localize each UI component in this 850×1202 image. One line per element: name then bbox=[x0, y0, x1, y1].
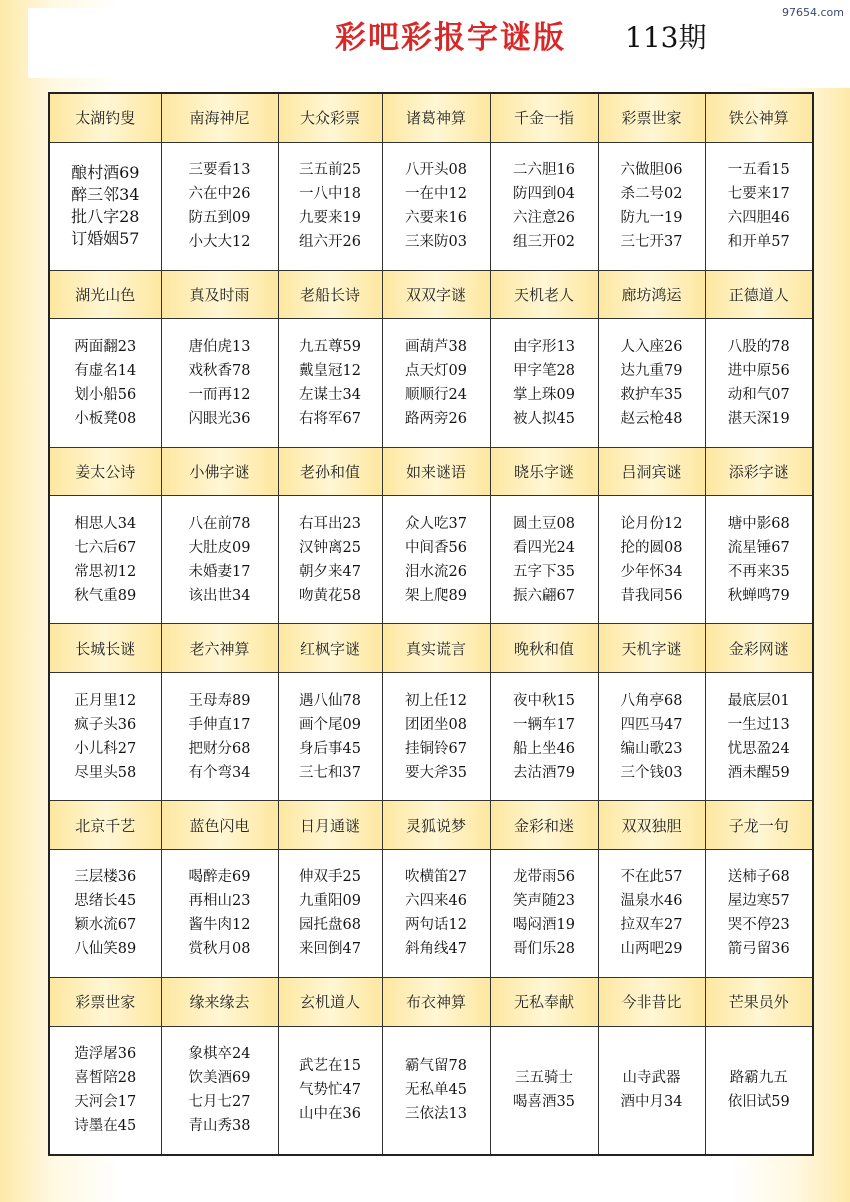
prediction-cell bbox=[49, 849, 161, 977]
prediction-line: 少年怀34 bbox=[620, 563, 683, 580]
prediction-line: 颖水流67 bbox=[74, 917, 137, 934]
predictor-name: 吕洞宾谜 bbox=[598, 447, 705, 496]
predictor-name: 天机老人 bbox=[490, 270, 598, 319]
prediction-line: 斜角线47 bbox=[405, 941, 467, 958]
prediction-line: 有虚名14 bbox=[74, 362, 137, 379]
prediction-line: 象棋卒24 bbox=[188, 1046, 251, 1063]
prediction-line: 朝夕来47 bbox=[299, 563, 361, 580]
prediction-line: 伸双手25 bbox=[299, 869, 361, 886]
prediction-line: 六在中26 bbox=[188, 186, 251, 203]
prediction-cell bbox=[705, 496, 813, 624]
predictor-name: 长城长谜 bbox=[49, 624, 161, 673]
prediction-line: 八角亭68 bbox=[620, 692, 683, 709]
prediction-line: 六要来16 bbox=[405, 210, 467, 227]
prediction-cell bbox=[490, 1026, 598, 1155]
prediction-line: 相思人34 bbox=[74, 515, 137, 532]
prediction-line: 批八字28 bbox=[71, 207, 140, 227]
predictor-name: 子龙一句 bbox=[705, 801, 813, 850]
prediction-line: 编山歌23 bbox=[620, 740, 683, 757]
prediction-line: 赵云枪48 bbox=[620, 410, 683, 427]
prediction-line: 喝喜酒35 bbox=[513, 1094, 575, 1111]
prediction-line: 挂铜铃67 bbox=[405, 740, 467, 757]
prediction-cell bbox=[278, 142, 382, 270]
issue-number: 113期 bbox=[625, 21, 707, 54]
prediction-line: 未婚妻17 bbox=[188, 563, 251, 580]
prediction-line: 一在中12 bbox=[405, 186, 467, 203]
prediction-line: 流星锤67 bbox=[727, 539, 790, 556]
prediction-line: 九要来19 bbox=[299, 210, 361, 227]
prediction-line: 送柿子68 bbox=[727, 869, 790, 886]
predictor-name: 大众彩票 bbox=[278, 93, 382, 142]
prediction-line: 点天灯09 bbox=[405, 362, 467, 379]
prediction-line: 三来防03 bbox=[405, 234, 467, 251]
prediction-line: 三七和37 bbox=[299, 764, 361, 781]
prediction-line: 赏秋月08 bbox=[188, 941, 251, 958]
prediction-line: 防四到04 bbox=[513, 186, 575, 203]
predictor-name: 彩票世家 bbox=[49, 978, 161, 1027]
prediction-line: 不在此57 bbox=[620, 869, 683, 886]
prediction-cell bbox=[161, 849, 278, 977]
predictions-row bbox=[49, 1026, 813, 1155]
prediction-line: 一八中18 bbox=[299, 186, 361, 203]
prediction-line: 大肚皮09 bbox=[188, 539, 251, 556]
prediction-cell bbox=[598, 496, 705, 624]
prediction-cell bbox=[278, 672, 382, 800]
prediction-cell bbox=[278, 496, 382, 624]
prediction-line: 小大大12 bbox=[188, 234, 251, 251]
predictor-name: 姜太公诗 bbox=[49, 447, 161, 496]
prediction-line: 进中原56 bbox=[727, 362, 790, 379]
prediction-line: 湛天深19 bbox=[727, 410, 790, 427]
prediction-line: 九五尊59 bbox=[299, 338, 361, 355]
prediction-line: 忧思盈24 bbox=[727, 740, 790, 757]
predictor-name: 晓乐字谜 bbox=[490, 447, 598, 496]
prediction-cell bbox=[705, 672, 813, 800]
prediction-line: 船上坐46 bbox=[513, 740, 575, 757]
prediction-line: 依旧试59 bbox=[727, 1094, 790, 1111]
header-row bbox=[49, 978, 813, 1027]
prediction-cell bbox=[161, 319, 278, 447]
prediction-line: 去沽酒79 bbox=[513, 764, 575, 781]
prediction-line: 园托盘68 bbox=[299, 917, 361, 934]
prediction-cell bbox=[161, 1026, 278, 1155]
prediction-line: 喜皙陪28 bbox=[74, 1070, 137, 1087]
prediction-line: 三要看13 bbox=[188, 162, 251, 179]
prediction-line: 酿村酒69 bbox=[71, 163, 140, 183]
puzzle-table bbox=[48, 92, 814, 1156]
prediction-line: 论月份12 bbox=[620, 515, 683, 532]
prediction-line: 掌上珠09 bbox=[513, 386, 575, 403]
prediction-line: 酒中月34 bbox=[620, 1094, 683, 1111]
prediction-cell bbox=[49, 496, 161, 624]
prediction-cell bbox=[382, 849, 490, 977]
prediction-line: 一生过13 bbox=[727, 716, 790, 733]
prediction-line: 饮美酒69 bbox=[188, 1070, 251, 1087]
prediction-line: 两句话12 bbox=[405, 917, 467, 934]
prediction-line: 右将军67 bbox=[299, 410, 361, 427]
prediction-line: 二六胆16 bbox=[513, 162, 575, 179]
prediction-line: 箭弓留36 bbox=[727, 941, 790, 958]
prediction-line: 秋蝉鸣79 bbox=[727, 587, 790, 604]
predictor-name: 真及时雨 bbox=[161, 270, 278, 319]
prediction-line: 哥们乐28 bbox=[513, 941, 575, 958]
prediction-line: 闪眼光36 bbox=[188, 410, 251, 427]
predictor-name: 无私奉献 bbox=[490, 978, 598, 1027]
prediction-line: 三依法13 bbox=[405, 1106, 467, 1123]
predictor-name: 天机字谜 bbox=[598, 624, 705, 673]
prediction-line: 左谋士34 bbox=[299, 386, 361, 403]
prediction-cell bbox=[490, 142, 598, 270]
prediction-line: 三层楼36 bbox=[74, 869, 137, 886]
prediction-cell bbox=[382, 142, 490, 270]
predictor-name: 老六神算 bbox=[161, 624, 278, 673]
prediction-cell bbox=[382, 496, 490, 624]
prediction-cell bbox=[705, 849, 813, 977]
predictor-name: 布衣神算 bbox=[382, 978, 490, 1027]
prediction-line: 圆土豆08 bbox=[513, 515, 575, 532]
prediction-cell bbox=[49, 142, 161, 270]
prediction-line: 振六翩67 bbox=[513, 587, 575, 604]
prediction-line: 防九一19 bbox=[620, 210, 683, 227]
prediction-line: 五字下35 bbox=[513, 563, 575, 580]
prediction-line: 遇八仙78 bbox=[299, 692, 361, 709]
prediction-cell bbox=[382, 672, 490, 800]
prediction-line: 把财分68 bbox=[188, 740, 251, 757]
predictor-name: 芒果员外 bbox=[705, 978, 813, 1027]
predictor-name: 真实谎言 bbox=[382, 624, 490, 673]
prediction-line: 画葫芦38 bbox=[405, 338, 467, 355]
prediction-line: 防五到09 bbox=[188, 210, 251, 227]
predictor-name: 灵狐说梦 bbox=[382, 801, 490, 850]
prediction-line: 七六后67 bbox=[74, 539, 137, 556]
prediction-line: 屋边寒57 bbox=[727, 893, 790, 910]
prediction-line: 最底层01 bbox=[727, 692, 790, 709]
prediction-line: 达九重79 bbox=[620, 362, 683, 379]
prediction-cell bbox=[490, 319, 598, 447]
prediction-line: 中间香56 bbox=[405, 539, 467, 556]
predictor-name: 千金一指 bbox=[490, 93, 598, 142]
prediction-line: 吻黄花58 bbox=[299, 587, 361, 604]
predictions-row bbox=[49, 496, 813, 624]
prediction-cell bbox=[705, 319, 813, 447]
prediction-line: 杀二号02 bbox=[620, 186, 683, 203]
header-row bbox=[49, 270, 813, 319]
prediction-line: 有个弯34 bbox=[188, 764, 251, 781]
prediction-line: 诗墨在45 bbox=[74, 1118, 137, 1135]
prediction-line: 气势忙47 bbox=[299, 1082, 361, 1099]
prediction-line: 架上爬89 bbox=[405, 587, 467, 604]
predictor-name: 日月通谜 bbox=[278, 801, 382, 850]
prediction-line: 泪水流26 bbox=[405, 563, 467, 580]
prediction-cell bbox=[598, 1026, 705, 1155]
prediction-line: 无私单45 bbox=[405, 1082, 467, 1099]
prediction-line: 甲字笔28 bbox=[513, 362, 575, 379]
predictor-name: 诸葛神算 bbox=[382, 93, 490, 142]
prediction-line: 六四来46 bbox=[405, 893, 467, 910]
prediction-line: 醉三邻34 bbox=[71, 185, 140, 205]
prediction-line: 尽里头58 bbox=[74, 764, 137, 781]
prediction-cell bbox=[278, 1026, 382, 1155]
predictions-row bbox=[49, 142, 813, 270]
prediction-line: 划小船56 bbox=[74, 386, 137, 403]
predictions-row bbox=[49, 849, 813, 977]
prediction-line: 天河会17 bbox=[74, 1094, 137, 1111]
predictor-name: 太湖钓叟 bbox=[49, 93, 161, 142]
prediction-line: 动和气07 bbox=[727, 386, 790, 403]
predictor-name: 正德道人 bbox=[705, 270, 813, 319]
prediction-line: 路两旁26 bbox=[405, 410, 467, 427]
prediction-line: 塘中影68 bbox=[727, 515, 790, 532]
prediction-line: 七月七27 bbox=[188, 1094, 251, 1111]
prediction-cell bbox=[382, 319, 490, 447]
prediction-line: 哭不停23 bbox=[727, 917, 790, 934]
prediction-line: 路霸九五 bbox=[729, 1070, 788, 1087]
prediction-line: 三五骑士 bbox=[515, 1070, 573, 1087]
prediction-line: 手伸直17 bbox=[188, 716, 251, 733]
prediction-line: 六注意26 bbox=[513, 210, 575, 227]
prediction-line: 汉钟离25 bbox=[299, 539, 361, 556]
predictor-name: 彩票世家 bbox=[598, 93, 705, 142]
prediction-line: 笑声随23 bbox=[513, 893, 575, 910]
prediction-line: 八股的78 bbox=[727, 338, 790, 355]
prediction-line: 山两吧29 bbox=[620, 941, 683, 958]
prediction-line: 救护车35 bbox=[620, 386, 683, 403]
predictor-name: 红枫字谜 bbox=[278, 624, 382, 673]
prediction-line: 不再来35 bbox=[727, 563, 790, 580]
prediction-line: 喝闷酒19 bbox=[513, 917, 575, 934]
prediction-line: 要大斧35 bbox=[405, 764, 467, 781]
prediction-line: 疯子头36 bbox=[74, 716, 137, 733]
prediction-cell bbox=[382, 1026, 490, 1155]
header-row bbox=[49, 447, 813, 496]
prediction-line: 右耳出23 bbox=[299, 515, 361, 532]
header-row bbox=[49, 624, 813, 673]
prediction-line: 酱牛肉12 bbox=[188, 917, 251, 934]
prediction-line: 顺顺行24 bbox=[405, 386, 467, 403]
prediction-cell bbox=[490, 672, 598, 800]
predictor-name: 南海神尼 bbox=[161, 93, 278, 142]
predictor-name: 湖光山色 bbox=[49, 270, 161, 319]
prediction-line: 霸气留78 bbox=[405, 1058, 467, 1075]
predictor-name: 如来谜语 bbox=[382, 447, 490, 496]
prediction-cell bbox=[49, 319, 161, 447]
prediction-line: 青山秀38 bbox=[188, 1118, 251, 1135]
prediction-line: 六做胆06 bbox=[620, 162, 683, 179]
prediction-cell bbox=[161, 496, 278, 624]
predictor-name: 老孙和值 bbox=[278, 447, 382, 496]
predictor-name: 双双独胆 bbox=[598, 801, 705, 850]
predictor-name: 晚秋和值 bbox=[490, 624, 598, 673]
predictor-name: 添彩字谜 bbox=[705, 447, 813, 496]
prediction-line: 来回倒47 bbox=[299, 941, 361, 958]
prediction-line: 温泉水46 bbox=[620, 893, 683, 910]
prediction-line: 王母寿89 bbox=[188, 692, 251, 709]
prediction-cell bbox=[49, 1026, 161, 1155]
prediction-line: 组三开02 bbox=[513, 234, 575, 251]
predictor-name: 缘来缘去 bbox=[161, 978, 278, 1027]
prediction-cell bbox=[705, 1026, 813, 1155]
prediction-line: 两面翻23 bbox=[74, 338, 137, 355]
predictor-name: 双双字谜 bbox=[382, 270, 490, 319]
prediction-line: 一辆车17 bbox=[513, 716, 575, 733]
prediction-line: 身后事45 bbox=[299, 740, 361, 757]
prediction-line: 龙带雨56 bbox=[513, 869, 575, 886]
predictor-name: 蓝色闪电 bbox=[161, 801, 278, 850]
prediction-line: 武艺在15 bbox=[299, 1058, 361, 1075]
prediction-cell bbox=[49, 672, 161, 800]
prediction-line: 人入座26 bbox=[620, 338, 683, 355]
prediction-line: 抡的圆08 bbox=[620, 539, 683, 556]
prediction-cell bbox=[278, 319, 382, 447]
prediction-cell bbox=[278, 849, 382, 977]
prediction-line: 和开单57 bbox=[727, 234, 790, 251]
prediction-line: 团团坐08 bbox=[405, 716, 467, 733]
prediction-cell bbox=[490, 849, 598, 977]
prediction-line: 造浮屠36 bbox=[74, 1046, 137, 1063]
predictor-name: 金彩网谜 bbox=[705, 624, 813, 673]
prediction-cell bbox=[705, 142, 813, 270]
prediction-line: 被人拟45 bbox=[513, 410, 575, 427]
prediction-line: 小儿科27 bbox=[74, 740, 137, 757]
blank-area-left bbox=[28, 8, 250, 78]
predictor-name: 老船长诗 bbox=[278, 270, 382, 319]
prediction-cell bbox=[598, 672, 705, 800]
prediction-line: 众人吃37 bbox=[405, 515, 467, 532]
prediction-line: 山中在36 bbox=[299, 1106, 361, 1123]
prediction-line: 唐伯虎13 bbox=[188, 338, 251, 355]
prediction-line: 八仙笑89 bbox=[74, 941, 137, 958]
prediction-line: 吹横笛27 bbox=[405, 869, 467, 886]
predictor-name: 小佛字谜 bbox=[161, 447, 278, 496]
prediction-line: 小板凳08 bbox=[74, 410, 137, 427]
prediction-line: 夜中秋15 bbox=[513, 692, 575, 709]
prediction-line: 思绪长45 bbox=[74, 893, 137, 910]
prediction-line: 初上任12 bbox=[405, 692, 467, 709]
prediction-line: 三七开37 bbox=[620, 234, 683, 251]
prediction-line: 戏秋香78 bbox=[188, 362, 251, 379]
prediction-line: 再相山23 bbox=[188, 893, 251, 910]
prediction-line: 常思初12 bbox=[74, 563, 137, 580]
prediction-cell bbox=[161, 142, 278, 270]
prediction-line: 四匹马47 bbox=[620, 716, 683, 733]
prediction-line: 由字形13 bbox=[513, 338, 575, 355]
prediction-line: 秋气重89 bbox=[74, 587, 137, 604]
predictor-name: 北京千艺 bbox=[49, 801, 161, 850]
prediction-line: 三五前25 bbox=[299, 162, 361, 179]
prediction-line: 昔我同56 bbox=[620, 587, 683, 604]
prediction-line: 山寺武器 bbox=[622, 1070, 681, 1087]
prediction-cell bbox=[598, 319, 705, 447]
prediction-line: 戴皇冠12 bbox=[299, 362, 361, 379]
prediction-line: 七要来17 bbox=[727, 186, 790, 203]
prediction-cell bbox=[598, 849, 705, 977]
prediction-line: 酒未醒59 bbox=[727, 764, 790, 781]
site-watermark: 97654.com bbox=[782, 6, 844, 19]
prediction-cell bbox=[598, 142, 705, 270]
prediction-line: 看四光24 bbox=[513, 539, 575, 556]
prediction-line: 正月里12 bbox=[74, 692, 137, 709]
page-title: 彩吧彩报字谜版 bbox=[335, 20, 566, 56]
predictions-row bbox=[49, 672, 813, 800]
predictor-name: 玄机道人 bbox=[278, 978, 382, 1027]
predictor-name: 今非昔比 bbox=[598, 978, 705, 1027]
predictor-name: 廊坊鸿运 bbox=[598, 270, 705, 319]
prediction-line: 喝醉走69 bbox=[188, 869, 251, 886]
prediction-line: 拉双车27 bbox=[620, 917, 683, 934]
predictor-name: 铁公神算 bbox=[705, 93, 813, 142]
prediction-line: 组六开26 bbox=[299, 234, 361, 251]
prediction-line: 画个尾09 bbox=[299, 716, 361, 733]
header-row bbox=[49, 93, 813, 142]
prediction-line: 九重阳09 bbox=[299, 893, 361, 910]
prediction-line: 八开头08 bbox=[405, 162, 467, 179]
predictions-row bbox=[49, 319, 813, 447]
prediction-line: 三个钱03 bbox=[620, 764, 683, 781]
prediction-line: 一而再12 bbox=[188, 386, 251, 403]
header-row bbox=[49, 801, 813, 850]
prediction-line: 该出世34 bbox=[188, 587, 251, 604]
prediction-line: 八在前78 bbox=[188, 515, 251, 532]
prediction-line: 一五看15 bbox=[727, 162, 790, 179]
prediction-line: 订婚姻57 bbox=[71, 229, 140, 249]
prediction-cell bbox=[161, 672, 278, 800]
prediction-cell bbox=[490, 496, 598, 624]
predictor-name: 金彩和迷 bbox=[490, 801, 598, 850]
prediction-line: 六四胆46 bbox=[727, 210, 790, 227]
puzzle-table-body bbox=[49, 93, 813, 1155]
